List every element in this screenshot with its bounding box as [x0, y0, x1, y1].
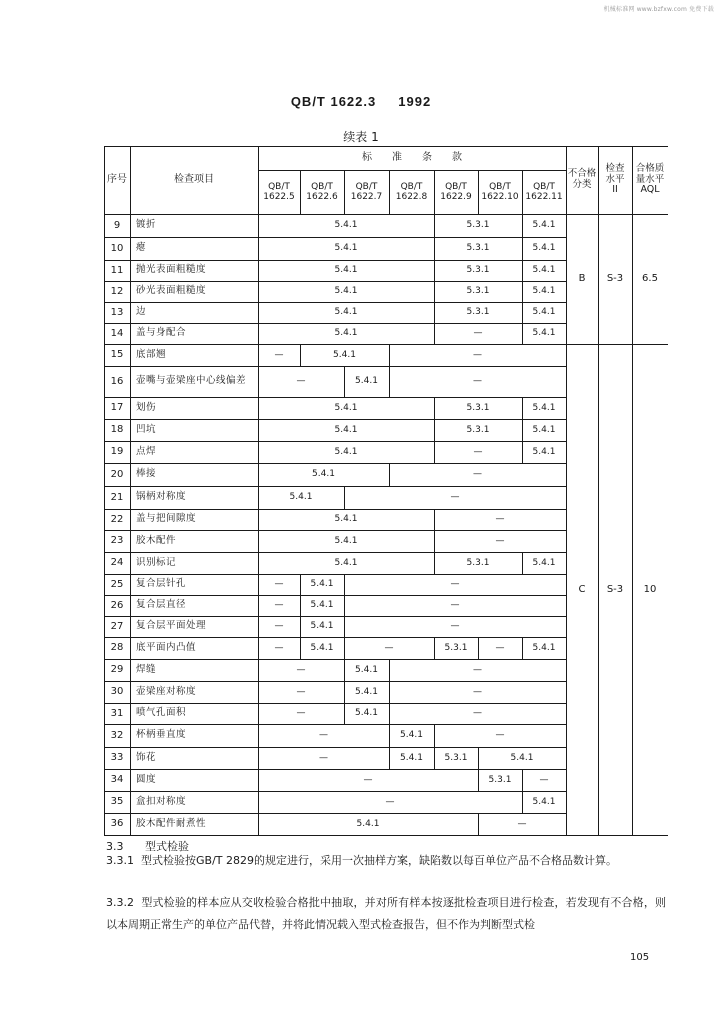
- header-std-code: [522, 172, 566, 212]
- row-clause-cell: —: [495, 514, 505, 525]
- paragraph-text: 型式检验的样本应从交收检验合格批中抽取，并对所有样本按逐批检查项目进行检查，若发现有不合格，则以本周期正常生产的单位产品代替，并将此情况载入型式检查报告，但不作为判断型式检: [106, 896, 666, 931]
- row-number: 14: [110, 327, 124, 339]
- row-clause-cell: —: [296, 686, 306, 697]
- row-clause-cell: 5.4.1: [334, 424, 358, 435]
- table-col-rule: [344, 170, 345, 214]
- row-clause-cell: 5.4.1: [355, 664, 378, 675]
- row-inspection-item: 砂光表面粗糙度: [136, 285, 207, 297]
- row-number: 21: [110, 491, 124, 503]
- row-number: 25: [110, 578, 124, 590]
- row-inspection-item: 底平面内凸值: [136, 641, 197, 653]
- table-col-rule: [478, 170, 479, 214]
- row-clause-cell: 5.4.1: [532, 642, 556, 653]
- row-clause-cell: 5.4.1: [334, 535, 358, 546]
- row-clause-cell: 5.3.1: [466, 402, 490, 413]
- row-number: 30: [110, 686, 124, 698]
- row-clause-cell: 5.4.1: [532, 286, 556, 297]
- row-clause-cell: 5.4.1: [532, 328, 556, 339]
- std-prefix: QB/T: [445, 181, 467, 192]
- row-inspection-item: 复合层平面处理: [136, 620, 207, 632]
- row-clause-cell: 5.4.1: [334, 286, 358, 297]
- row-clause-cell: 5.4.1: [532, 307, 556, 318]
- row-inspection-item: 圆度: [136, 773, 157, 785]
- row-clause-cell: —: [274, 621, 284, 632]
- row-clause-cell: —: [473, 349, 482, 360]
- header-std-code: [389, 172, 434, 212]
- table-bottom-rule: [104, 835, 668, 836]
- row-clause-cell: —: [296, 664, 306, 675]
- row-clause-cell: 5.4.1: [334, 446, 358, 457]
- row-inspection-item: 喷气孔面积: [136, 707, 187, 719]
- row-clause-cell: —: [274, 579, 284, 590]
- row-clause-cell: —: [450, 579, 460, 590]
- page-number: 105: [630, 952, 650, 963]
- row-clause-cell: 5.4.1: [355, 708, 378, 719]
- row-number: 17: [110, 402, 124, 414]
- std-number: 1622.11: [525, 192, 563, 202]
- row-number: 19: [110, 446, 124, 458]
- row-clause-cell: 5.4.1: [532, 402, 556, 413]
- row-inspection-item: 凹坑: [136, 423, 157, 435]
- row-number: 20: [110, 468, 124, 480]
- table-col-rule: [522, 170, 523, 214]
- row-inspection-item: 杯柄垂直度: [136, 729, 187, 741]
- document-header: [0, 94, 722, 109]
- row-clause-cell: —: [274, 642, 284, 653]
- table-header-divider: [258, 170, 566, 171]
- row-clause-cell: —: [450, 600, 460, 611]
- row-inspection-item: 棒接: [136, 468, 157, 480]
- row-clause-cell: 5.4.1: [532, 557, 556, 568]
- row-number: 31: [110, 707, 124, 719]
- group-inspection-level: S-3: [606, 273, 624, 285]
- row-number: 10: [110, 242, 124, 254]
- row-clause-cell: —: [473, 328, 483, 339]
- standard-year: 1992: [398, 94, 432, 109]
- row-clause-cell: —: [450, 621, 460, 632]
- row-number: 34: [110, 774, 124, 786]
- watermark-text: 机械标准网 www.bzfxw.com 免费下载: [603, 6, 714, 13]
- row-clause-cell: 5.4.1: [310, 642, 334, 653]
- row-clause-cell: —: [473, 376, 482, 387]
- row-number: 18: [110, 424, 124, 436]
- row-inspection-item: 盖与身配合: [136, 327, 187, 339]
- row-number: 9: [113, 219, 121, 231]
- paragraph-3-3-1: [106, 850, 666, 872]
- std-number: 1622.9: [440, 192, 472, 202]
- header-line: II: [612, 184, 618, 196]
- row-inspection-item: 复合层针孔: [136, 578, 187, 590]
- row-clause-cell: 5.3.1: [466, 220, 490, 231]
- row-inspection-item: 镀折: [136, 219, 157, 231]
- std-number: 1622.8: [395, 192, 428, 202]
- group-aql-value: 6.5: [642, 273, 658, 285]
- row-clause-cell: 5.4.1: [400, 730, 423, 741]
- header-line: AQL: [640, 184, 660, 196]
- table-col-rule: [130, 146, 131, 835]
- header-line: 量水平: [635, 173, 665, 185]
- paragraph-text: 型式检验按GB/T 2829的规定进行，采用一次抽样方案，缺陷数以每百单位产品不合格品数计算。: [141, 854, 617, 867]
- row-inspection-item: 盖与把间隙度: [136, 513, 197, 525]
- row-inspection-item: 底部翘: [136, 348, 167, 360]
- row-clause-cell: 5.3.1: [444, 642, 468, 653]
- row-clause-cell: 5.3.1: [466, 286, 490, 297]
- row-clause-cell: 5.3.1: [444, 752, 468, 763]
- row-inspection-item: 焊缝: [136, 663, 157, 675]
- row-number: 23: [110, 535, 124, 547]
- row-clause-cell: 5.3.1: [466, 265, 490, 276]
- row-clause-cell: 5.4.1: [334, 243, 358, 254]
- group-inspection-level: S-3: [606, 583, 624, 595]
- std-number: 1622.6: [306, 192, 338, 202]
- header-nonconformity-class: [566, 146, 598, 214]
- std-number: 1622.7: [350, 192, 383, 202]
- std-number: 1622.10: [481, 192, 519, 202]
- row-clause-cell: —: [473, 708, 482, 719]
- row-inspection-item: 饰花: [136, 751, 157, 763]
- std-prefix: QB/T: [400, 181, 423, 192]
- row-clause-cell: 5.4.1: [355, 376, 378, 387]
- row-clause-cell: 5.4.1: [310, 621, 334, 632]
- row-number: 22: [110, 513, 124, 525]
- header-line: 不合格: [567, 168, 597, 180]
- row-number: 16: [110, 375, 124, 387]
- row-number: 12: [110, 285, 124, 297]
- header-line: 分类: [572, 179, 592, 190]
- header-inspection-level: [598, 146, 632, 214]
- header-line: 合格质: [635, 162, 665, 174]
- row-clause-cell: 5.4.1: [532, 265, 556, 276]
- row-clause-cell: —: [473, 664, 482, 675]
- row-inspection-item: 边: [136, 306, 147, 318]
- paragraph-number: 3.3.1: [106, 854, 134, 867]
- row-number: 26: [110, 599, 124, 611]
- row-clause-cell: 5.3.1: [466, 424, 490, 435]
- row-clause-cell: —: [319, 752, 328, 763]
- row-clause-cell: —: [517, 818, 527, 829]
- row-clause-cell: —: [495, 730, 505, 741]
- row-clause-cell: 5.4.1: [532, 424, 556, 435]
- row-clause-cell: —: [363, 774, 373, 785]
- row-clause-cell: —: [473, 469, 482, 480]
- row-number: 28: [110, 642, 124, 654]
- group-aql-value: 10: [643, 583, 657, 595]
- row-clause-cell: —: [473, 686, 482, 697]
- header-std-code: [344, 172, 389, 212]
- row-number: 24: [110, 557, 124, 569]
- std-number: 1622.5: [263, 192, 295, 202]
- table-top-rule: [104, 146, 668, 147]
- row-number: 13: [110, 306, 124, 318]
- row-clause-cell: 5.4.1: [400, 752, 423, 763]
- row-clause-cell: 5.4.1: [334, 220, 358, 231]
- paragraph-number: 3.3.2: [106, 896, 134, 909]
- row-clause-cell: 5.4.1: [310, 579, 334, 590]
- header-inspection-item: 检查项目: [174, 174, 214, 186]
- table-caption: 续表 1: [343, 130, 379, 144]
- row-clause-cell: 5.4.1: [532, 796, 556, 807]
- row-inspection-item: 瘪: [136, 242, 147, 254]
- row-clause-cell: 5.4.1: [510, 752, 534, 763]
- paragraph-3-3-2: [106, 892, 666, 936]
- table-col-rule: [300, 170, 301, 214]
- std-prefix: QB/T: [355, 181, 378, 192]
- row-clause-cell: 5.4.1: [334, 307, 358, 318]
- header-aql: [632, 146, 668, 214]
- row-inspection-item: 复合层直径: [136, 599, 187, 611]
- row-number: 32: [110, 729, 124, 741]
- row-inspection-item: 划伤: [136, 401, 157, 413]
- row-clause-cell: —: [296, 376, 306, 387]
- group-nonconformity-class: B: [578, 273, 586, 285]
- table-col-rule: [389, 170, 390, 214]
- std-prefix: QB/T: [268, 181, 290, 192]
- row-clause-cell: 5.4.1: [356, 818, 380, 829]
- header-standard-clauses: 标 准 条 款: [362, 152, 462, 164]
- row-clause-cell: 5.4.1: [355, 686, 378, 697]
- header-std-code: [478, 172, 522, 212]
- row-clause-cell: 5.4.1: [334, 514, 358, 525]
- row-clause-cell: 5.4.1: [310, 600, 334, 611]
- row-clause-cell: —: [384, 642, 394, 653]
- row-clause-cell: 5.3.1: [466, 557, 490, 568]
- row-clause-cell: —: [450, 492, 460, 503]
- row-clause-cell: 5.4.1: [289, 492, 313, 503]
- row-clause-cell: 5.3.1: [466, 307, 490, 318]
- section-number: 3.3: [106, 840, 124, 853]
- table-col-rule: [434, 170, 435, 214]
- group-nonconformity-class: C: [578, 583, 586, 595]
- row-number: 33: [110, 752, 124, 764]
- row-number: 35: [110, 796, 124, 808]
- row-clause-cell: —: [539, 774, 549, 785]
- row-clause-cell: —: [274, 600, 284, 611]
- header-std-code: [258, 172, 300, 212]
- row-clause-cell: 5.4.1: [312, 469, 335, 480]
- row-inspection-item: 壶嘴与壶梁座中心线偏差: [136, 375, 247, 387]
- row-number: 27: [110, 620, 124, 632]
- header-seq: 序号: [107, 174, 127, 186]
- row-clause-cell: 5.3.1: [488, 774, 512, 785]
- row-clause-cell: —: [274, 349, 284, 360]
- std-prefix: QB/T: [533, 181, 555, 192]
- std-prefix: QB/T: [489, 181, 511, 192]
- header-std-code: [434, 172, 478, 212]
- row-clause-cell: 5.4.1: [532, 446, 556, 457]
- row-clause-cell: —: [495, 642, 505, 653]
- header-std-code: [300, 172, 344, 212]
- row-clause-cell: 5.4.1: [532, 220, 556, 231]
- row-number: 15: [110, 349, 124, 361]
- row-number: 36: [110, 818, 124, 830]
- row-inspection-item: 抛光表面粗糙度: [136, 264, 207, 276]
- row-clause-cell: 5.4.1: [334, 402, 358, 413]
- row-clause-cell: 5.4.1: [532, 243, 556, 254]
- row-inspection-item: 胶木配件耐煮性: [136, 817, 207, 829]
- row-clause-cell: —: [296, 708, 306, 719]
- row-clause-cell: —: [385, 796, 395, 807]
- standard-number: QB/T 1622.3: [290, 94, 377, 109]
- row-number: 11: [110, 264, 124, 276]
- row-clause-cell: —: [495, 535, 505, 546]
- row-clause-cell: 5.4.1: [334, 557, 358, 568]
- row-clause-cell: 5.4.1: [333, 349, 356, 360]
- row-clause-cell: 5.4.1: [334, 265, 358, 276]
- row-clause-cell: —: [319, 730, 328, 741]
- row-inspection-item: 壶梁座对称度: [136, 685, 197, 697]
- section-title: 型式检验: [145, 840, 189, 853]
- row-inspection-item: 锅柄对称度: [136, 491, 187, 503]
- header-line: 水平: [605, 173, 625, 185]
- std-prefix: QB/T: [311, 181, 333, 192]
- row-number: 29: [110, 664, 124, 676]
- row-inspection-item: 盒扣对称度: [136, 795, 187, 807]
- row-inspection-item: 点焊: [136, 445, 157, 457]
- row-clause-cell: —: [473, 446, 483, 457]
- header-line: 检查: [605, 162, 625, 174]
- row-inspection-item: 识别标记: [136, 556, 177, 568]
- row-clause-cell: 5.4.1: [334, 328, 358, 339]
- row-inspection-item: 胶木配件: [136, 534, 177, 546]
- row-clause-cell: 5.3.1: [466, 243, 490, 254]
